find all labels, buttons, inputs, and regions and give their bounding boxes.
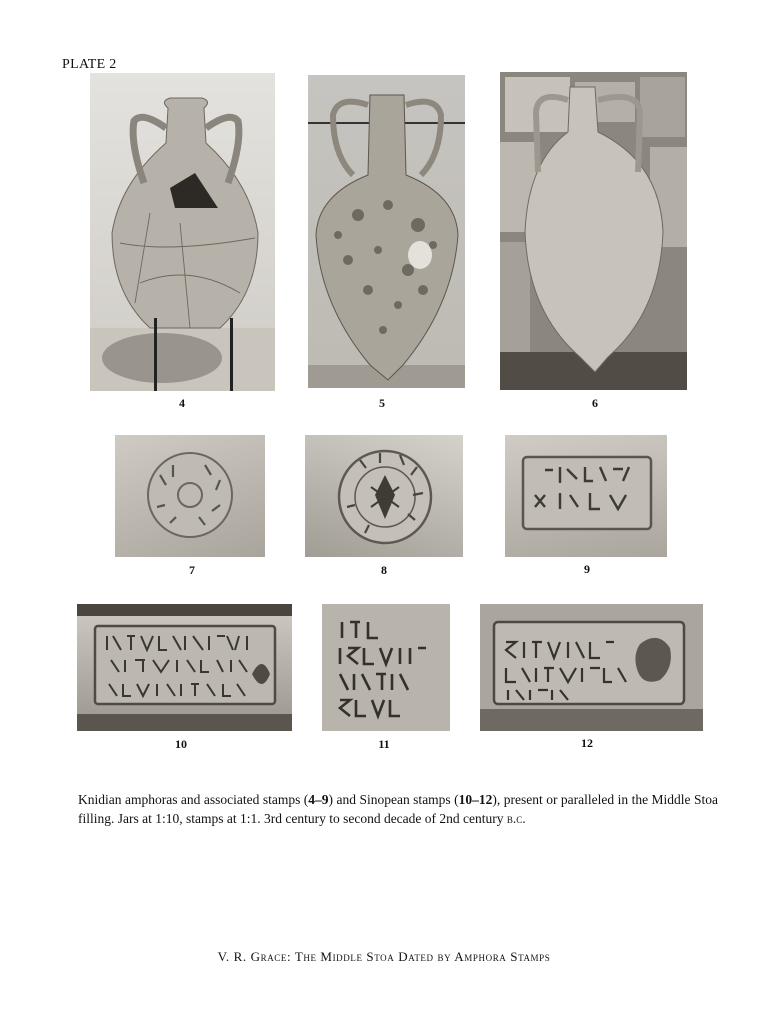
figure-9-number: 9 (584, 562, 590, 576)
plate-caption (78, 790, 718, 828)
figure-11-photo (322, 604, 450, 731)
figure-8-number: 8 (381, 563, 387, 577)
figure-10-photo (77, 604, 292, 731)
figure-5-number: 5 (379, 396, 385, 410)
figure-6-number: 6 (592, 396, 598, 410)
figure-12-photo (480, 604, 703, 731)
figure-4-number: 4 (179, 396, 185, 410)
figure-9-photo (505, 435, 667, 557)
caption-text-3: ), present or paralleled in the Middle Stoa filling. Jars at 1:10, stamps at 1:1. 3rd century to second decade of 2nd century (78, 792, 718, 826)
caption-range-1: 4–9 (308, 792, 329, 807)
running-footer: V. R. Grace: The Middle Stoa Dated by Amphora Stamps (217, 949, 551, 964)
caption-range-2: 10–12 (458, 792, 493, 807)
figure-12-number: 12 (581, 736, 593, 750)
plate-label: PLATE 2 (62, 57, 117, 72)
figure-8-photo (305, 435, 463, 557)
figure-5-photo (308, 75, 465, 388)
figure-6-photo (500, 72, 687, 390)
figure-7-photo (115, 435, 265, 557)
caption-text-1: Knidian amphoras and associated stamps ( (78, 792, 309, 807)
caption-era: b.c. (506, 811, 526, 826)
figure-4-photo (90, 73, 275, 391)
figure-10-number: 10 (175, 737, 187, 751)
caption-text-2: ) and Sinopean stamps ( (328, 792, 459, 807)
figure-7-number: 7 (189, 563, 195, 577)
figure-11-number: 11 (378, 737, 390, 751)
